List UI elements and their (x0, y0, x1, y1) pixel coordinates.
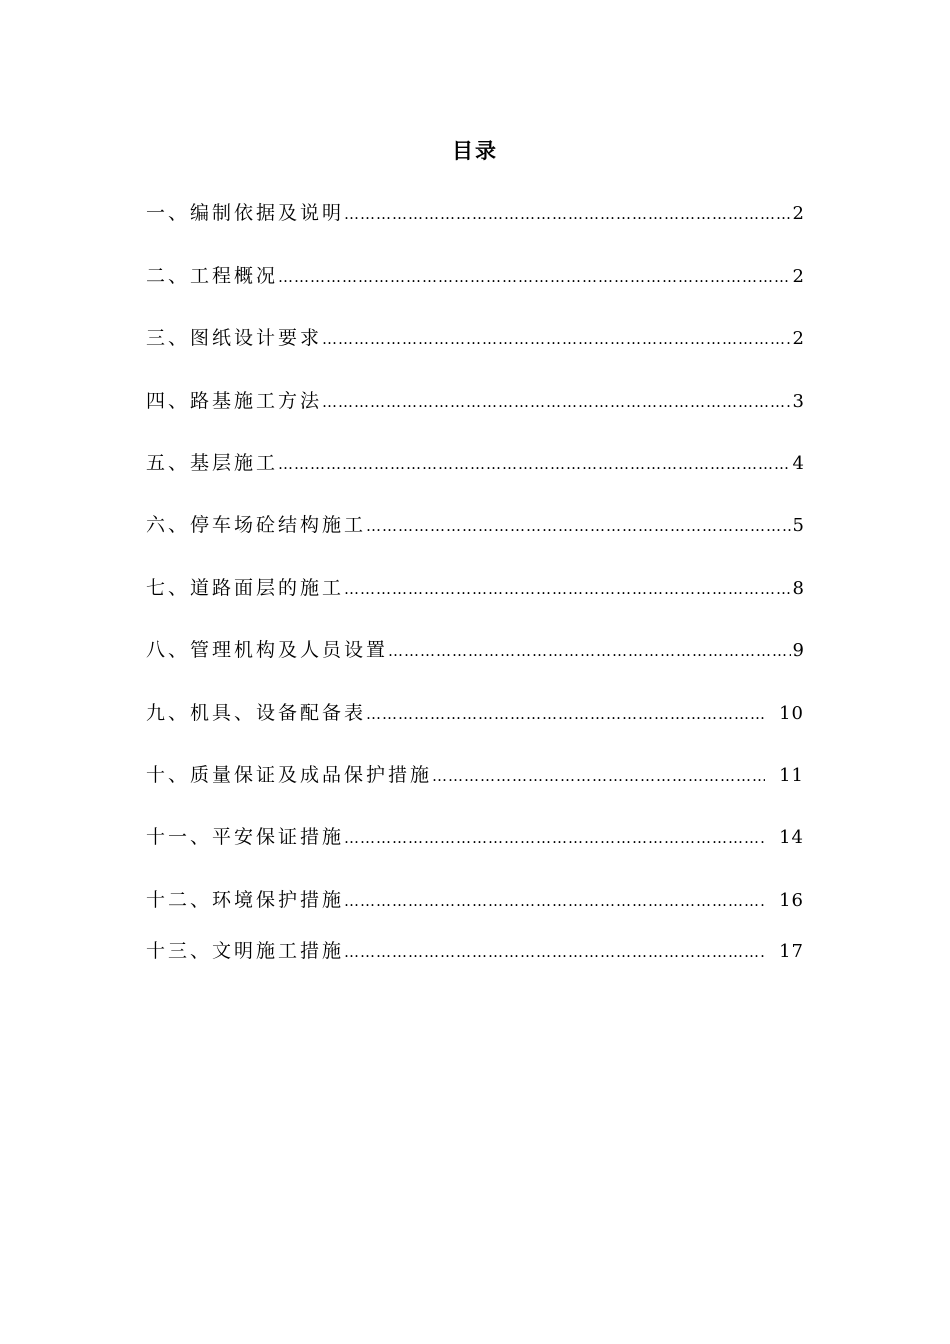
toc-entry-page: 11 (779, 765, 804, 786)
toc-entry-label: 十三、文明施工措施 (146, 940, 345, 962)
toc-entry-1[interactable] (146, 198, 804, 228)
toc-entry-label: 七、道路面层的施工 (146, 577, 345, 599)
toc-entry-page: 2 (792, 266, 804, 287)
toc-entry-page: 10 (779, 703, 804, 724)
toc-entry-10[interactable] (146, 760, 804, 790)
toc-leader-dots (344, 574, 791, 603)
toc-entry-page: 17 (779, 941, 804, 962)
toc-leader-dots (322, 324, 791, 353)
toc-entry-11[interactable] (146, 822, 804, 852)
toc-entry-7[interactable] (146, 573, 804, 603)
toc-entry-label: 六、停车场砼结构施工 (146, 514, 367, 536)
toc-entry-label: 二、工程概况 (146, 265, 279, 287)
toc-list (146, 0, 804, 1344)
toc-entry-label: 一、编制依据及说明 (146, 202, 345, 224)
toc-entry-8[interactable] (146, 635, 804, 665)
toc-entry-4[interactable] (146, 386, 804, 416)
toc-entry-page: 3 (792, 391, 804, 412)
toc-leader-dots (322, 387, 791, 416)
toc-entry-page: 2 (792, 203, 804, 224)
toc-entry-label: 五、基层施工 (146, 452, 279, 474)
toc-leader-dots (344, 823, 765, 852)
toc-leader-dots (432, 761, 765, 790)
toc-entry-page: 14 (779, 827, 804, 848)
toc-leader-dots (366, 699, 765, 728)
toc-entry-label: 四、路基施工方法 (146, 390, 323, 412)
toc-leader-dots (366, 511, 791, 540)
toc-entry-12[interactable] (146, 885, 804, 915)
toc-entry-label: 八、管理机构及人员设置 (146, 639, 389, 661)
toc-leader-dots (388, 636, 791, 665)
toc-entry-page: 16 (779, 890, 804, 911)
toc-entry-page: 4 (792, 453, 804, 474)
toc-entry-label: 九、机具、设备配备表 (146, 702, 367, 724)
toc-leader-dots (278, 449, 791, 478)
toc-entry-label: 十、质量保证及成品保护措施 (146, 764, 433, 786)
toc-leader-dots (278, 262, 791, 291)
toc-entry-page: 5 (792, 515, 804, 536)
toc-entry-2[interactable] (146, 261, 804, 291)
toc-entry-page: 2 (792, 328, 804, 349)
toc-entry-6[interactable] (146, 510, 804, 540)
toc-entry-page: 9 (792, 640, 804, 661)
toc-leader-dots (344, 199, 791, 228)
toc-entry-13[interactable] (146, 936, 804, 966)
toc-entry-3[interactable] (146, 323, 804, 353)
toc-entry-label: 十二、环境保护措施 (146, 889, 345, 911)
toc-entry-label: 十一、平安保证措施 (146, 826, 345, 848)
toc-entry-9[interactable] (146, 698, 804, 728)
toc-leader-dots (344, 886, 765, 915)
toc-entry-5[interactable] (146, 448, 804, 478)
toc-title: 目录 (452, 138, 498, 163)
toc-entry-page: 8 (792, 578, 804, 599)
toc-leader-dots (344, 937, 765, 966)
toc-entry-label: 三、图纸设计要求 (146, 327, 323, 349)
